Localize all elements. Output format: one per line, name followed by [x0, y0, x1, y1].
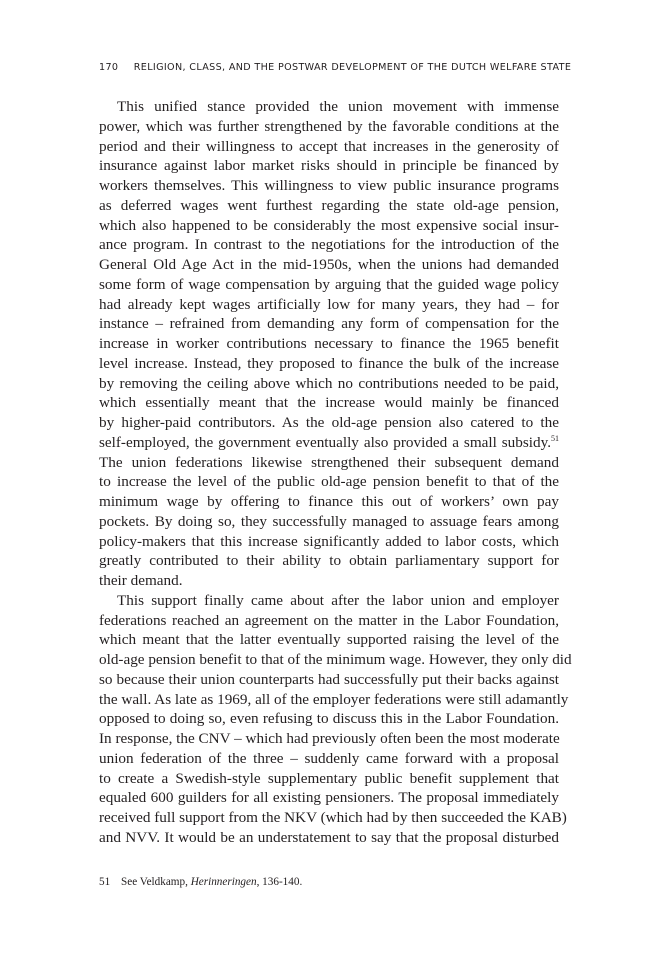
text-line: greatly contributed to their ability to obtain parliamentary support for [99, 552, 559, 570]
text-line: the wall. As late as 1969, all of the employer federations were still adamantly [99, 690, 569, 708]
text-line: as deferred wages went furthest regarding the state old-age pension, [99, 196, 559, 214]
text-line: old-age pension benefit to that of the minimum wage. However, they only did [99, 651, 572, 668]
page-number: 170 [99, 62, 119, 73]
text-line: and NVV. It would be an understatement to say that the proposal disturbed [99, 828, 559, 846]
text-line: received full support from the NKV (which had by then succeeded the KAB) [99, 809, 567, 826]
text-line: pockets. By doing so, they successfully managed to assuage fears among [99, 512, 559, 530]
text-line: union federation of the three – suddenly came forward with a proposal [99, 749, 559, 767]
text-line: which also happened to be considerably the most expensive social insur- [99, 216, 559, 234]
text-line: which essentially meant that the increase would mainly be financed [99, 394, 559, 412]
text-line: This support finally came about after the labor union and employer [117, 591, 559, 609]
text-line: their demand. [99, 572, 183, 589]
text-line: In response, the CNV – which had previously often been the most moderate [99, 730, 560, 747]
text-line: to create a Swedish-style supplementary public benefit supplement that [99, 769, 559, 787]
text-line: workers themselves. This willingness to view public insurance programs [99, 177, 559, 194]
text-line: by higher-paid contributors. As the old-age pension also catered to the [99, 414, 559, 431]
footnote [99, 876, 559, 888]
text-line: opposed to doing so, even refusing to discuss this in the Labor Foundation. [99, 710, 559, 728]
text-line: ance program. In contrast to the negotiations for the introduction of the [99, 236, 559, 254]
text-line: equaled 600 guilders for all existing pensioners. The proposal immediately [99, 789, 559, 807]
footnote-title: Herinneringen [190, 876, 257, 888]
footnote-pages: , 136-140. [256, 876, 303, 888]
text-line: to increase the level of the public old-age pension benefit to that of the [99, 473, 559, 491]
text-line: some form of wage compensation by arguing that the guided wage policy [99, 275, 559, 293]
text-line: minimum wage by offering to finance this out of workers’ own pay [99, 493, 559, 510]
text-line: which meant that the latter eventually supported raising the level of the [99, 631, 559, 649]
text-line: The union federations likewise strengthened their subsequent demand [99, 453, 559, 471]
footnote-reference: 51 [551, 433, 559, 443]
body-text [99, 97, 572, 848]
running-head [99, 62, 572, 73]
running-title: RELIGION, CLASS, AND THE POSTWAR DEVELOPMENT OF THE DUTCH WELFARE STATE [133, 62, 572, 73]
text-line: had already kept wages artificially low for many years, they had – for [99, 295, 559, 313]
footnote-number: 51 [99, 876, 111, 888]
text-line: period and their willingness to accept that increases in the generosity of [99, 137, 559, 155]
text-line: instance – refrained from demanding any form of compensation for the [99, 315, 559, 333]
text-line: power, which was further strengthened by the favorable conditions at the [99, 117, 559, 135]
text-line: so because their union counterparts had successfully put their backs against [99, 670, 559, 688]
text-line: level increase. Instead, they proposed to finance the bulk of the increase [99, 354, 559, 372]
paragraph [99, 591, 572, 848]
text-line: General Old Age Act in the mid-1950s, when the unions had demanded [99, 256, 559, 273]
footnote-text: See Veldkamp, [121, 876, 191, 888]
paragraph [99, 97, 559, 591]
text-line: by removing the ceiling above which no contributions needed to be paid, [99, 374, 559, 392]
text-line-with-footnote [99, 433, 559, 453]
text-line: increase in worker contributions necessary to finance the 1965 benefit [99, 335, 559, 352]
text-line: insurance against labor market risks should in principle be financed by [99, 157, 559, 175]
text-line: federations reached an agreement on the matter in the Labor Foundation, [99, 611, 559, 629]
text-line: This unified stance provided the union movement with immense [117, 98, 559, 115]
text-line: policy-makers that this increase significantly added to labor costs, which [99, 532, 559, 550]
text-line: self-employed, the government eventually also provided a small subsidy. [99, 433, 551, 451]
